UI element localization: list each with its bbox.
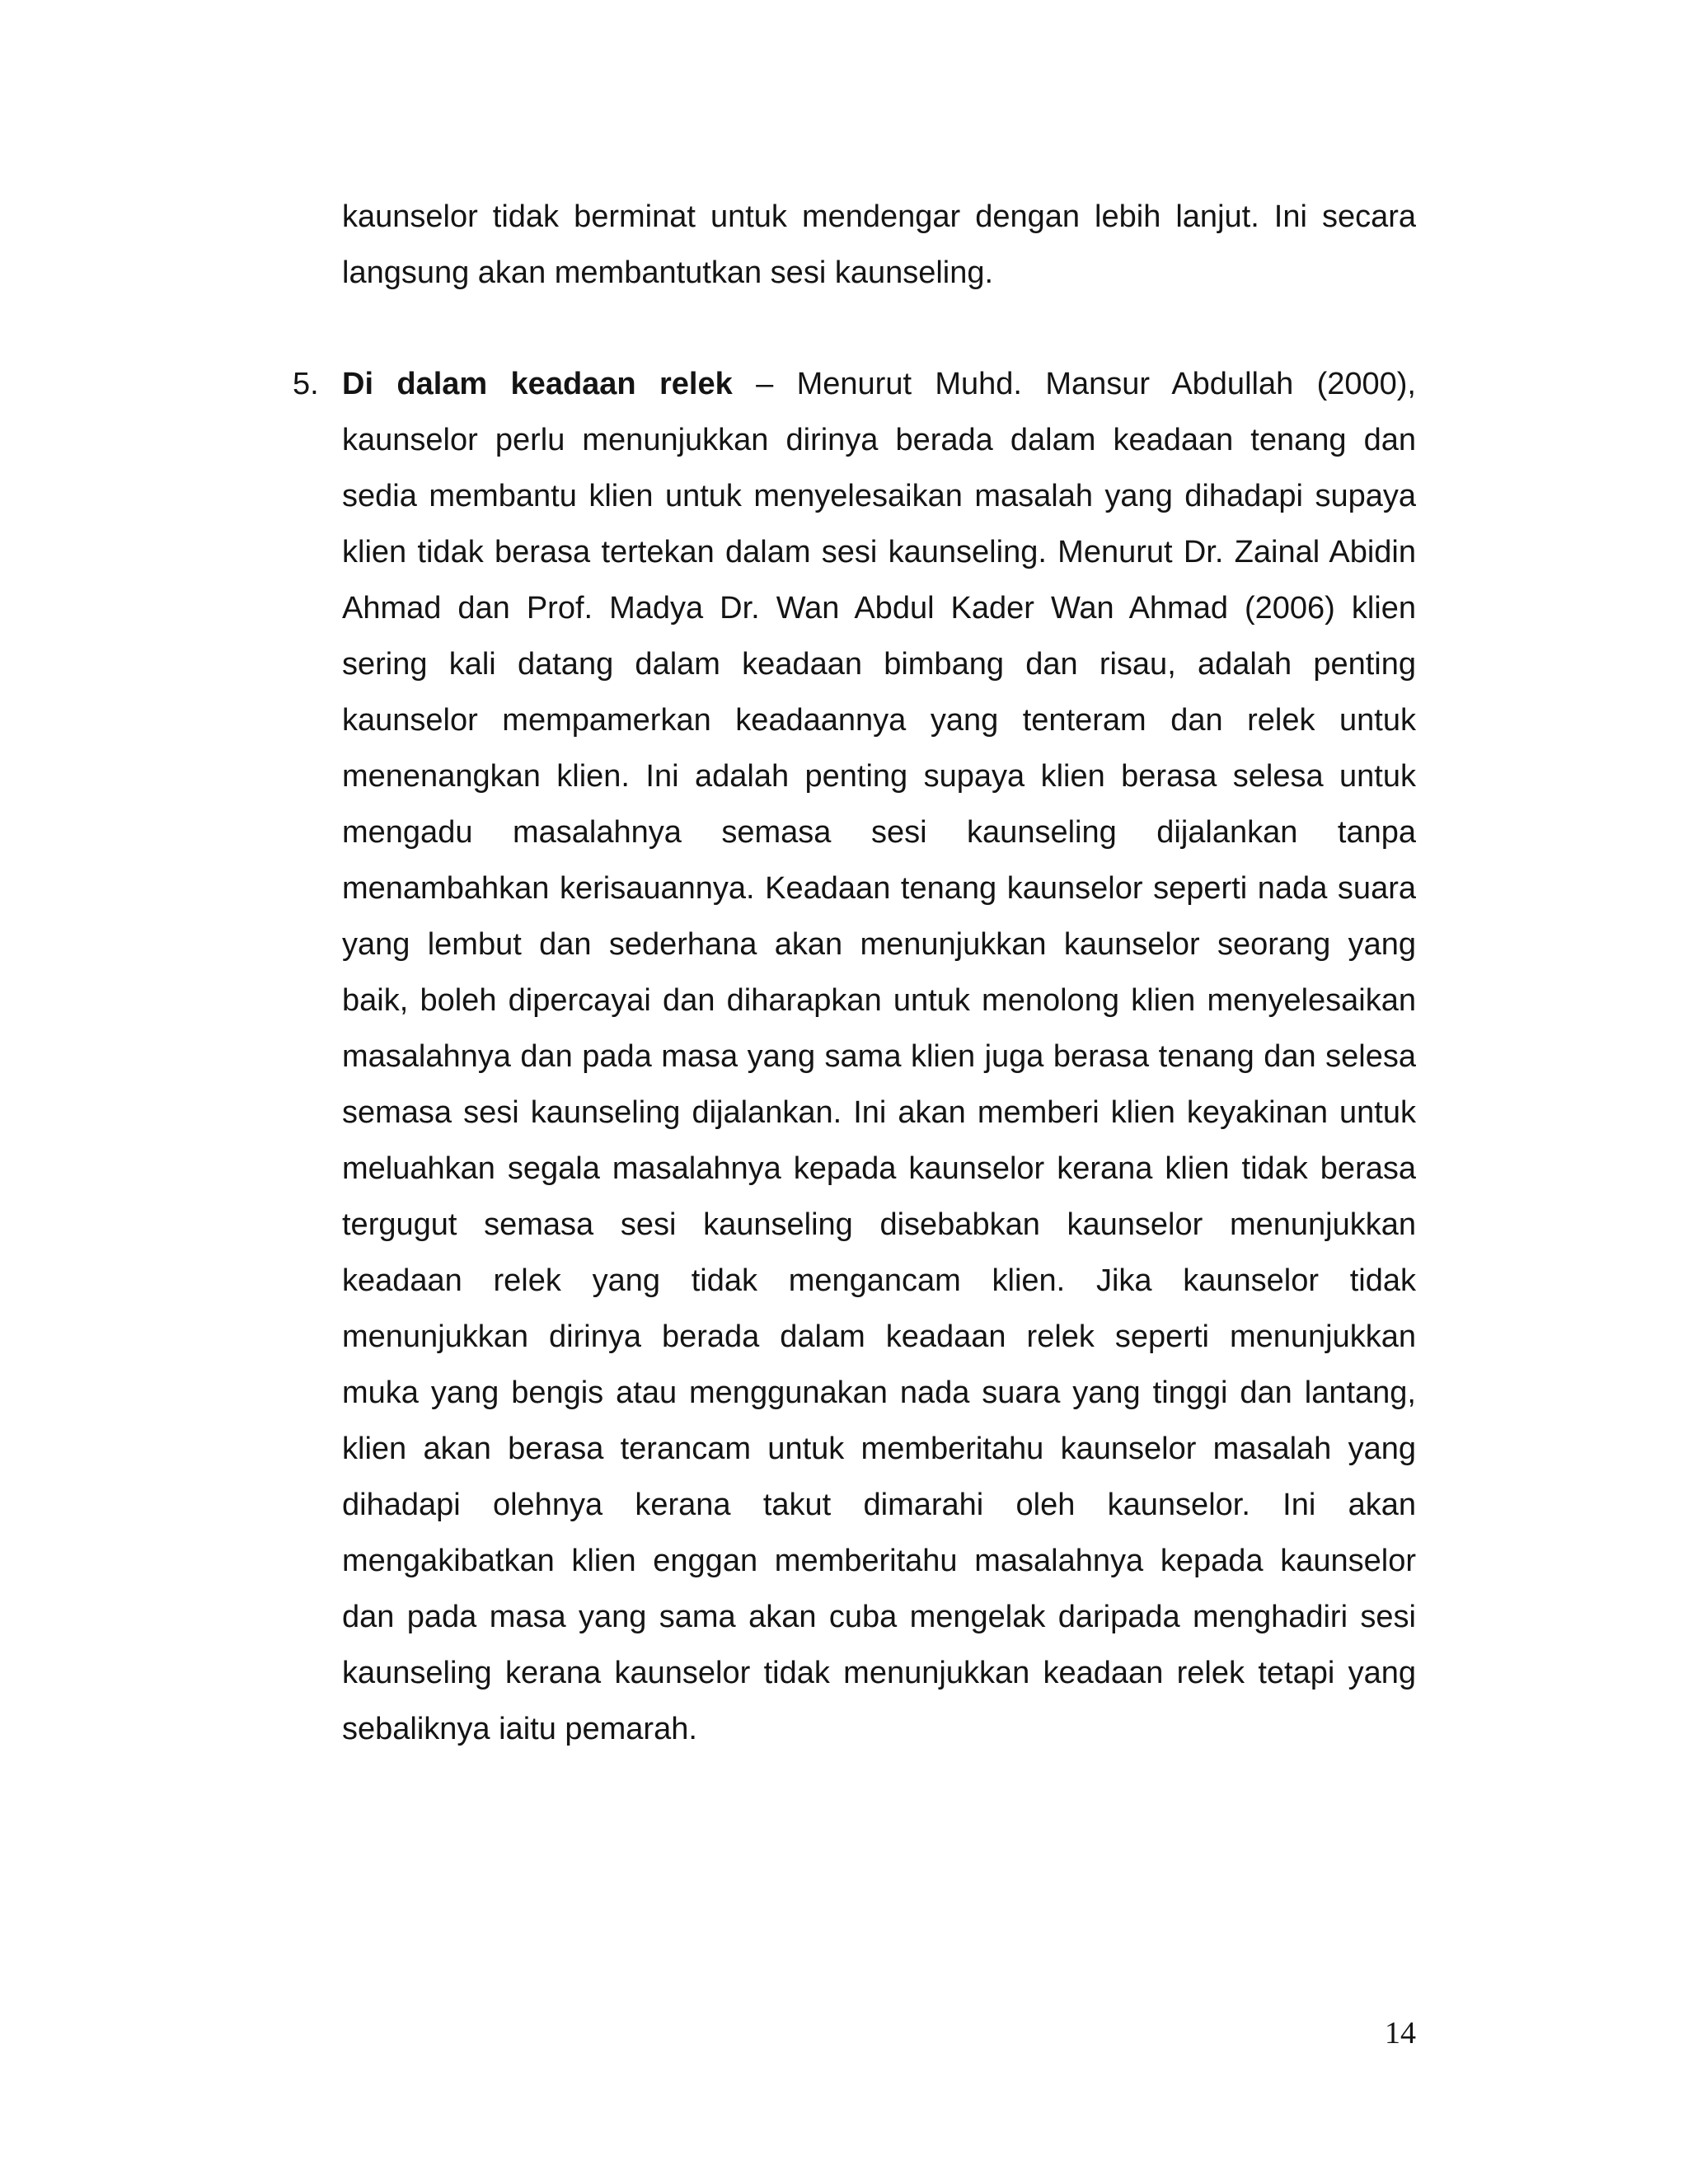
continuation-paragraph: kaunselor tidak berminat untuk mendengar dengan lebih lanjut. Ini secara langsung akan membantutkan sesi kaunseling.: [342, 199, 1416, 290]
list-item-term: Di dalam keadaan relek: [342, 367, 733, 401]
list-item-separator: –: [732, 367, 797, 401]
list-item-text: Menurut Muhd. Mansur Abdullah (2000), kaunselor perlu menunjukkan dirinya berada dalam keadaan tenang dan sedia membantu klien untuk menyelesaikan masalah yang dihadapi supaya klien tidak berasa tertekan dalam sesi kaunseling. Menurut Dr. Zainal Abidin Ahmad dan Prof. Madya Dr. Wan Abdul Kader Wan Ahmad (2006) klien sering kali datang dalam keadaan bimbang dan risau, adalah penting kaunselor mempamerkan keadaannya yang tenteram dan relek untuk menenangkan klien. Ini adalah penting supaya klien berasa selesa untuk mengadu masalahnya semasa sesi kaunseling dijalankan tanpa menambahkan kerisauannya. Keadaan tenang kaunselor seperti nada suara yang lembut dan sederhana akan menunjukkan kaunselor seorang yang baik, boleh dipercayai dan diharapkan untuk menolong klien menyelesaikan masalahnya dan pada masa yang sama klien juga berasa tenang dan selesa semasa sesi kaunseling dijalankan. Ini akan memberi klien keyakinan untuk meluahkan segala masalahnya kepada kaunselor kerana klien tidak berasa tergugut semasa sesi kaunseling disebabkan kaunselor menunjukkan keadaan relek yang tidak mengancam klien. Jika kaunselor tidak menunjukkan dirinya berada dalam keadaan relek seperti menunjukkan muka yang bengis atau menggunakan nada suara yang tinggi dan lantang, klien akan berasa terancam untuk memberitahu kaunselor masalah yang dihadapi olehnya kerana takut dimarahi oleh kaunselor. Ini akan mengakibatkan klien enggan memberitahu masalahnya kepada kaunselor dan pada masa yang sama akan cuba mengelak daripada menghadiri sesi kaunseling kerana kaunselor tidak menunjukkan keadaan relek tetapi yang sebaliknya iaitu pemarah.: [342, 367, 1416, 1746]
list-item-number: 5.: [293, 367, 319, 401]
page-number: 14: [1385, 2016, 1416, 2050]
list-item-body: [342, 356, 1416, 1757]
